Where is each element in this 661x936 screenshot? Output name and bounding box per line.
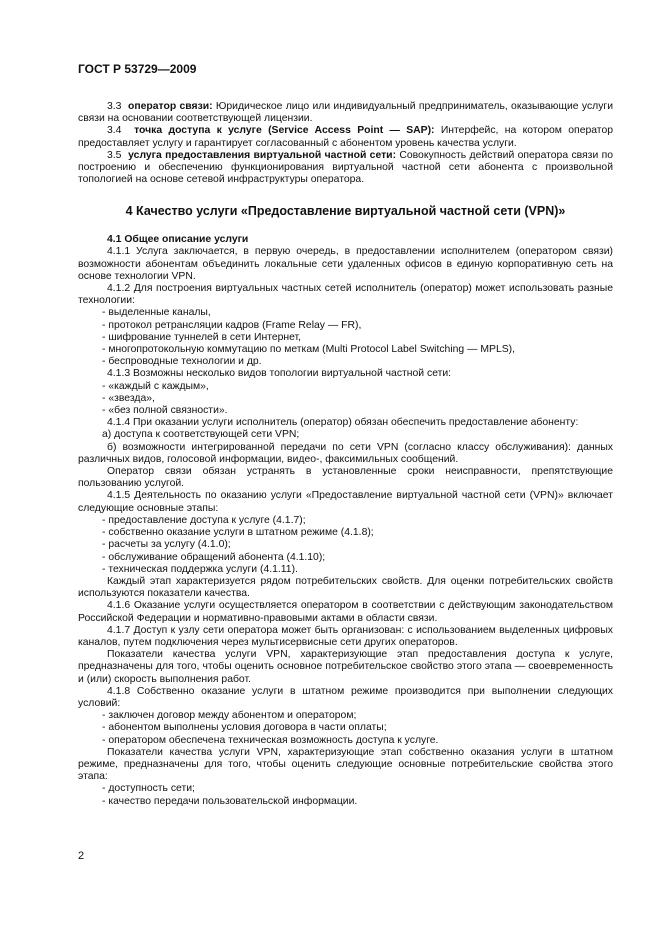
paragraph: 4.1.5 Деятельность по оказанию услуги «Предоставление виртуальной частной сети (VPN)» включает следующие основные этапы: [78, 490, 613, 514]
list-item: - многопротокольную коммутацию по меткам (Multi Protocol Label Switching — MPLS), [102, 344, 516, 356]
paragraph: Показатели качества услуги VPN, характеризующие этап предоставления доступа к услуге, предназначены для того, чтобы оценить основное потребительское свойство этого этапа — своевременность и (или) скорость выполнения работ. [78, 649, 613, 685]
definition-3-4: 3.4 точка доступа к услуге (Service Access Point — SAP): Интерфейс, на котором оператор предоставляет услугу и гарантирует согласованный с абонентом уровень качества услуги. [78, 125, 613, 149]
list-item: - заключен договор между абонентом и оператором; [102, 710, 357, 722]
section-title: 4 Качество услуги «Предоставление виртуальной частной сети (VPN)» [125, 204, 566, 219]
list-item: - обслуживание обращений абонента (4.1.10); [102, 551, 326, 563]
list-item: - «каждый с каждым», [102, 380, 209, 392]
list-item: - техническая поддержка услуги (4.1.11). [102, 563, 298, 575]
paragraph: 4.1.1 Услуга заключается, в первую очередь, в предоставлении исполнителем (оператором связи) возможности абонентам объединить локальные сети удаленных офисов в единую корпоративную сеть на основе технологии VPN. [78, 246, 613, 282]
paragraph: 4.1.7 Доступ к узлу сети оператора может быть организован: с использованием выделенных цифровых каналов, путем подключения через мультисервисные сети других операторов. [78, 624, 613, 648]
list-item: - протокол ретрансляции кадров (Frame Relay — FR), [102, 319, 362, 331]
list-item: - абонентом выполнены условия договора в части оплаты; [102, 722, 387, 734]
paragraph: Оператор связи обязан устранять в установленные сроки неисправности, препятствующие пользованию услугой. [78, 466, 613, 490]
list-item: - шифрование туннелей в сети Интернет, [102, 331, 302, 343]
list-item: - качество передачи пользовательской информации. [102, 795, 358, 807]
subsection-title: 4.1 Общее описание услуги [107, 234, 249, 246]
list-item: - оператором обеспечена техническая возможность доступа к услуге. [102, 734, 439, 746]
page-number: 2 [78, 850, 85, 862]
term-3-5: услуга предоставления виртуальной частной сети: [128, 149, 397, 161]
list-item: - предоставление доступа к услуге (4.1.7); [102, 514, 306, 526]
document-header: ГОСТ Р 53729—2009 [78, 62, 197, 76]
list-item: а) доступа к соответствующей сети VPN; [102, 429, 300, 441]
list-item: - доступность сети; [102, 783, 195, 795]
paragraph: 4.1.6 Оказание услуги осуществляется оператором в соответствии с действующим законодательством Российской Федерации и нормативно-правовыми актами в области связи. [78, 600, 613, 624]
paragraph: 4.1.2 Для построения виртуальных частных сетей исполнитель (оператор) может использовать разные технологии: [78, 283, 613, 307]
list-item: - «звезда», [102, 392, 155, 404]
term-3-4: точка доступа к услуге (Service Access Point — SAP): [134, 125, 435, 137]
paragraph: 4.1.8 Собственно оказание услуги в штатном режиме производится при выполнении следующих условий: [78, 685, 613, 709]
list-item: - расчеты за услугу (4.1.0); [102, 539, 231, 551]
paragraph: Показатели качества услуги VPN, характеризующие этап собственно оказания услуги в штатном режиме, предназначены для того, чтобы оценить следующие основные потребительские свойства этого этапа: [78, 746, 613, 783]
list-item: - выделенные каналы, [102, 307, 211, 319]
list-item: - собственно оказание услуги в штатном режиме (4.1.8); [102, 527, 374, 539]
list-item: - беспроводные технологии и др. [102, 356, 262, 368]
paragraph: 4.1.3 Возможны несколько видов топологии виртуальной частной сети: [107, 368, 452, 380]
paragraph: 4.1.4 При оказании услуги исполнитель (оператор) обязан обеспечить предоставление абоненту: [107, 417, 579, 429]
list-item: - «без полной связности». [102, 405, 228, 417]
definition-3-3: 3.3 оператор связи: Юридическое лицо или индивидуальный предприниматель, оказывающие услуги связи на основании соответствующей лицензии. [78, 101, 613, 125]
term-3-3: оператор связи: [128, 101, 213, 112]
paragraph: Каждый этап характеризуется рядом потребительских свойств. Для оценки потребительских свойств используются показатели качества. [78, 575, 613, 600]
list-item: б) возможности интегрированной передачи по сети VPN (согласно классу обслуживания): данных различных видов, голосовой информации, видео-, факсимильных сообщений. [78, 441, 613, 465]
definition-3-5: 3.5 услуга предоставления виртуальной частной сети: Совокупность действий оператора связи по построению и обеспечению функционирования виртуальной частной сети абонента с произвольной топологией на основе сетевой инфраструктуры оператора. [78, 149, 613, 186]
